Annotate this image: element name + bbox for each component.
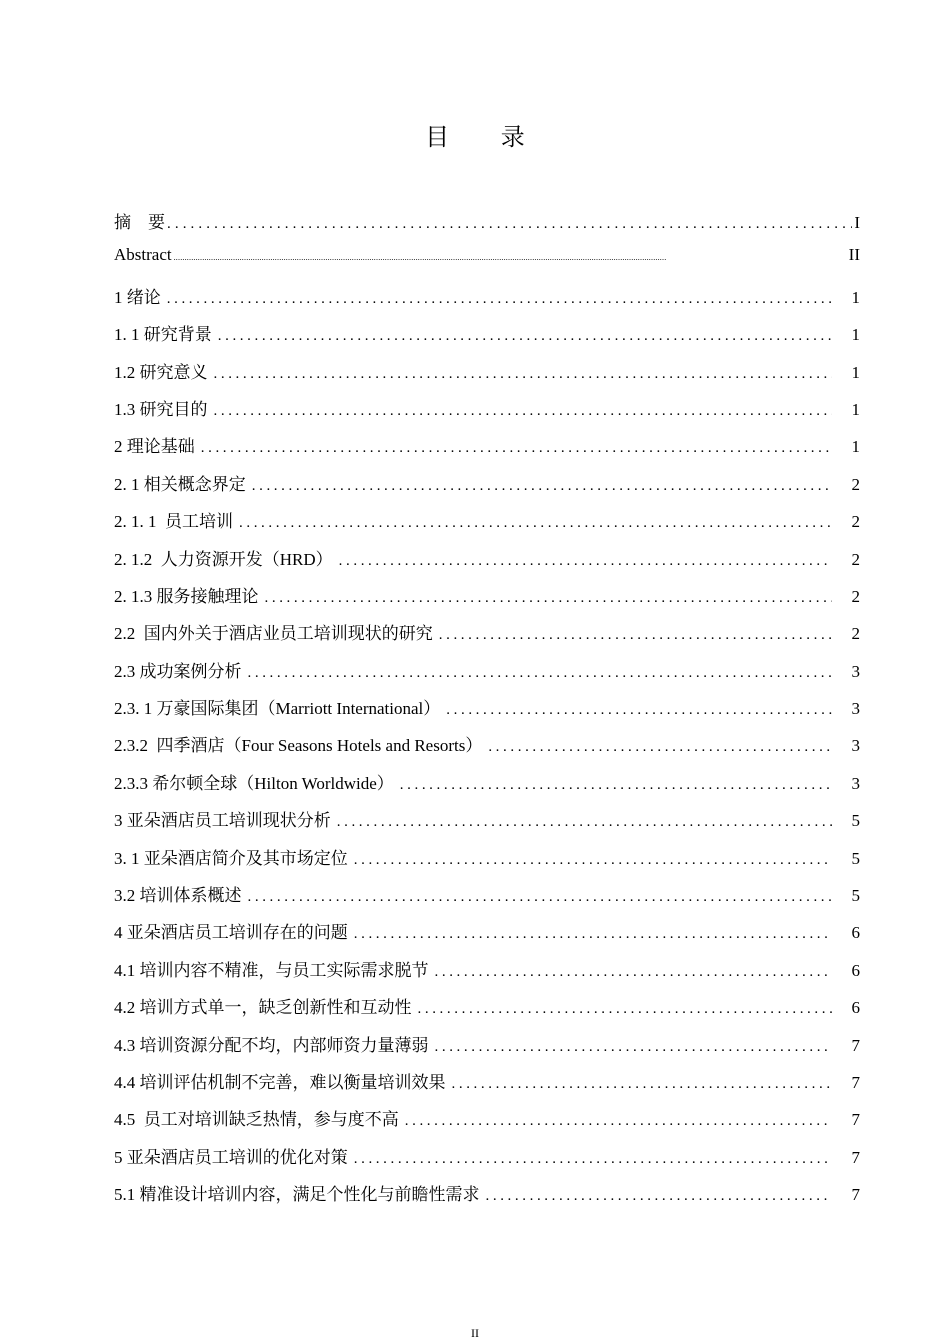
toc-dot-leader bbox=[452, 1076, 833, 1093]
toc-entry-page: 1 bbox=[851, 399, 860, 419]
toc-entry[interactable] bbox=[114, 208, 860, 245]
toc-entry-page: 5 bbox=[851, 811, 860, 831]
toc-entry-page: 7 bbox=[851, 1035, 860, 1055]
toc-entry-page: 1 bbox=[851, 437, 860, 457]
toc-dot-leader bbox=[354, 852, 832, 869]
toc-entry-page: 2 bbox=[851, 586, 860, 606]
toc-dot-leader bbox=[435, 964, 833, 981]
toc-entry-label: 5.1 精准设计培训内容，满足个性化与前瞻性需求 bbox=[114, 1185, 480, 1205]
toc-entry-label: 2.3.2 四季酒店（Four Seasons Hotels and Resorts） bbox=[114, 736, 483, 756]
toc-entry[interactable] bbox=[114, 806, 860, 843]
toc-entry[interactable] bbox=[114, 918, 860, 955]
toc-dot-leader bbox=[248, 665, 833, 682]
toc-dot-leader bbox=[339, 553, 832, 570]
toc-entry-label: 2. 1 相关概念界定 bbox=[114, 474, 246, 494]
toc-entry-label: 4.2 培训方式单一，缺乏创新性和互动性 bbox=[114, 998, 412, 1018]
toc-entry-page: 7 bbox=[851, 1185, 860, 1205]
toc-entry[interactable] bbox=[114, 657, 860, 694]
toc-entry[interactable] bbox=[114, 1068, 860, 1105]
toc-dot-leader bbox=[488, 739, 832, 756]
toc-entry-label: 2. 1.2 人力资源开发（HRD） bbox=[114, 549, 333, 569]
toc-entry-page: 1 bbox=[851, 287, 860, 307]
toc-entry-page: 5 bbox=[851, 848, 860, 868]
toc-entry-label: 1 绪论 bbox=[114, 287, 161, 307]
toc-entry[interactable] bbox=[114, 358, 860, 395]
toc-entry-page: 3 bbox=[851, 661, 860, 681]
toc-entry-page: 3 bbox=[851, 699, 860, 719]
toc-dot-leader bbox=[265, 590, 833, 607]
page-number: II bbox=[471, 1326, 479, 1340]
toc-entry-page: 7 bbox=[851, 1147, 860, 1167]
toc-entry-page: 2 bbox=[851, 624, 860, 644]
toc-dot-leader bbox=[439, 627, 832, 644]
toc-entry[interactable] bbox=[114, 432, 860, 469]
toc-entry-page: 7 bbox=[851, 1072, 860, 1092]
toc-entry[interactable] bbox=[114, 993, 860, 1030]
toc-entry-label: 3. 1 亚朵酒店简介及其市场定位 bbox=[114, 848, 348, 868]
toc-dot-leader bbox=[201, 440, 832, 457]
toc-entry-page: 1 bbox=[851, 362, 860, 382]
toc-entry[interactable] bbox=[114, 1143, 860, 1180]
toc-entry-label: 4.3 培训资源分配不均，内部师资力量薄弱 bbox=[114, 1035, 429, 1055]
toc-entry[interactable] bbox=[114, 245, 860, 282]
toc-entry-label: 3.2 培训体系概述 bbox=[114, 886, 242, 906]
toc-dot-leader bbox=[446, 702, 832, 719]
toc-entry-label: 2. 1.3 服务接触理论 bbox=[114, 586, 259, 606]
toc-entry-page: 2 bbox=[851, 549, 860, 569]
toc-dot-leader bbox=[486, 1188, 833, 1205]
toc-dot-leader bbox=[239, 515, 832, 532]
toc-entry[interactable] bbox=[114, 731, 860, 768]
toc-dot-leader bbox=[435, 1039, 833, 1056]
toc-entry[interactable] bbox=[114, 507, 860, 544]
toc-entry-page: 3 bbox=[851, 736, 860, 756]
toc-entry[interactable] bbox=[114, 1105, 860, 1142]
toc-entry-page: 7 bbox=[851, 1110, 860, 1130]
toc-entry[interactable] bbox=[114, 283, 860, 320]
toc-entry-label: 2.3 成功案例分析 bbox=[114, 661, 242, 681]
toc-entry-label: 4.1 培训内容不精准，与员工实际需求脱节 bbox=[114, 960, 429, 980]
toc-dot-leader bbox=[252, 478, 832, 495]
toc-entry-label: 2. 1. 1 员工培训 bbox=[114, 512, 233, 532]
toc-entry-label: 3 亚朵酒店员工培训现状分析 bbox=[114, 811, 331, 831]
toc-entry[interactable] bbox=[114, 582, 860, 619]
toc-dot-leader bbox=[354, 1151, 832, 1168]
toc-entry-page: 1 bbox=[851, 325, 860, 345]
toc-entry-label: 1.2 研究意义 bbox=[114, 362, 208, 382]
toc-entry[interactable] bbox=[114, 881, 860, 918]
toc-entry[interactable] bbox=[114, 844, 860, 881]
toc-entry-label: 摘 要 bbox=[114, 213, 165, 232]
toc-entry[interactable] bbox=[114, 1180, 860, 1217]
toc-dot-leader bbox=[167, 216, 852, 233]
toc-entry[interactable] bbox=[114, 320, 860, 357]
toc-entry-label: Abstract bbox=[114, 245, 172, 265]
toc-entry-label: 2.2 国内外关于酒店业员工培训现状的研究 bbox=[114, 624, 433, 644]
toc-dot-leader bbox=[174, 253, 847, 262]
toc-entry-label: 1. 1 研究背景 bbox=[114, 325, 212, 345]
toc-entry-page: 2 bbox=[851, 474, 860, 494]
toc-entry[interactable] bbox=[114, 395, 860, 432]
toc-dot-leader bbox=[167, 291, 832, 308]
toc-entry-label: 4.5 员工对培训缺乏热情，参与度不高 bbox=[114, 1110, 399, 1130]
toc-entry[interactable] bbox=[114, 1031, 860, 1068]
toc-entry-page: 6 bbox=[851, 998, 860, 1018]
toc-entry[interactable] bbox=[114, 470, 860, 507]
toc-entry[interactable] bbox=[114, 769, 860, 806]
toc-dot-leader bbox=[405, 1113, 832, 1130]
toc-entry-page: I bbox=[854, 213, 860, 232]
toc-entry-label: 2.3.3 希尔顿全球（Hilton Worldwide） bbox=[114, 773, 394, 793]
toc-entry-page: II bbox=[848, 245, 860, 265]
toc-dot-leader bbox=[400, 777, 832, 794]
toc-dot-leader bbox=[214, 366, 833, 383]
toc-entry-label: 5 亚朵酒店员工培训的优化对策 bbox=[114, 1147, 348, 1167]
toc-title: 目 录 bbox=[425, 123, 547, 151]
toc-entry[interactable] bbox=[114, 545, 860, 582]
toc-entry-page: 6 bbox=[851, 923, 860, 943]
toc-entry-page: 2 bbox=[851, 512, 860, 532]
toc-entry-page: 5 bbox=[851, 886, 860, 906]
toc-dot-leader bbox=[354, 926, 832, 943]
table-of-contents bbox=[114, 208, 860, 1218]
toc-entry[interactable] bbox=[114, 619, 860, 656]
toc-entry-page: 6 bbox=[851, 960, 860, 980]
toc-entry-label: 2.3. 1 万豪国际集团（Marriott International） bbox=[114, 699, 441, 719]
toc-entry-page: 3 bbox=[851, 773, 860, 793]
toc-entry[interactable] bbox=[114, 956, 860, 993]
toc-dot-leader bbox=[418, 1001, 833, 1018]
toc-dot-leader bbox=[248, 889, 833, 906]
toc-entry[interactable] bbox=[114, 694, 860, 731]
toc-dot-leader bbox=[214, 403, 833, 420]
toc-entry-label: 4.4 培训评估机制不完善，难以衡量培训效果 bbox=[114, 1072, 446, 1092]
toc-dot-leader bbox=[337, 814, 832, 831]
toc-dot-leader bbox=[218, 328, 832, 345]
toc-entry-label: 4 亚朵酒店员工培训存在的问题 bbox=[114, 923, 348, 943]
toc-entry-label: 2 理论基础 bbox=[114, 437, 195, 457]
toc-entry-label: 1.3 研究目的 bbox=[114, 399, 208, 419]
